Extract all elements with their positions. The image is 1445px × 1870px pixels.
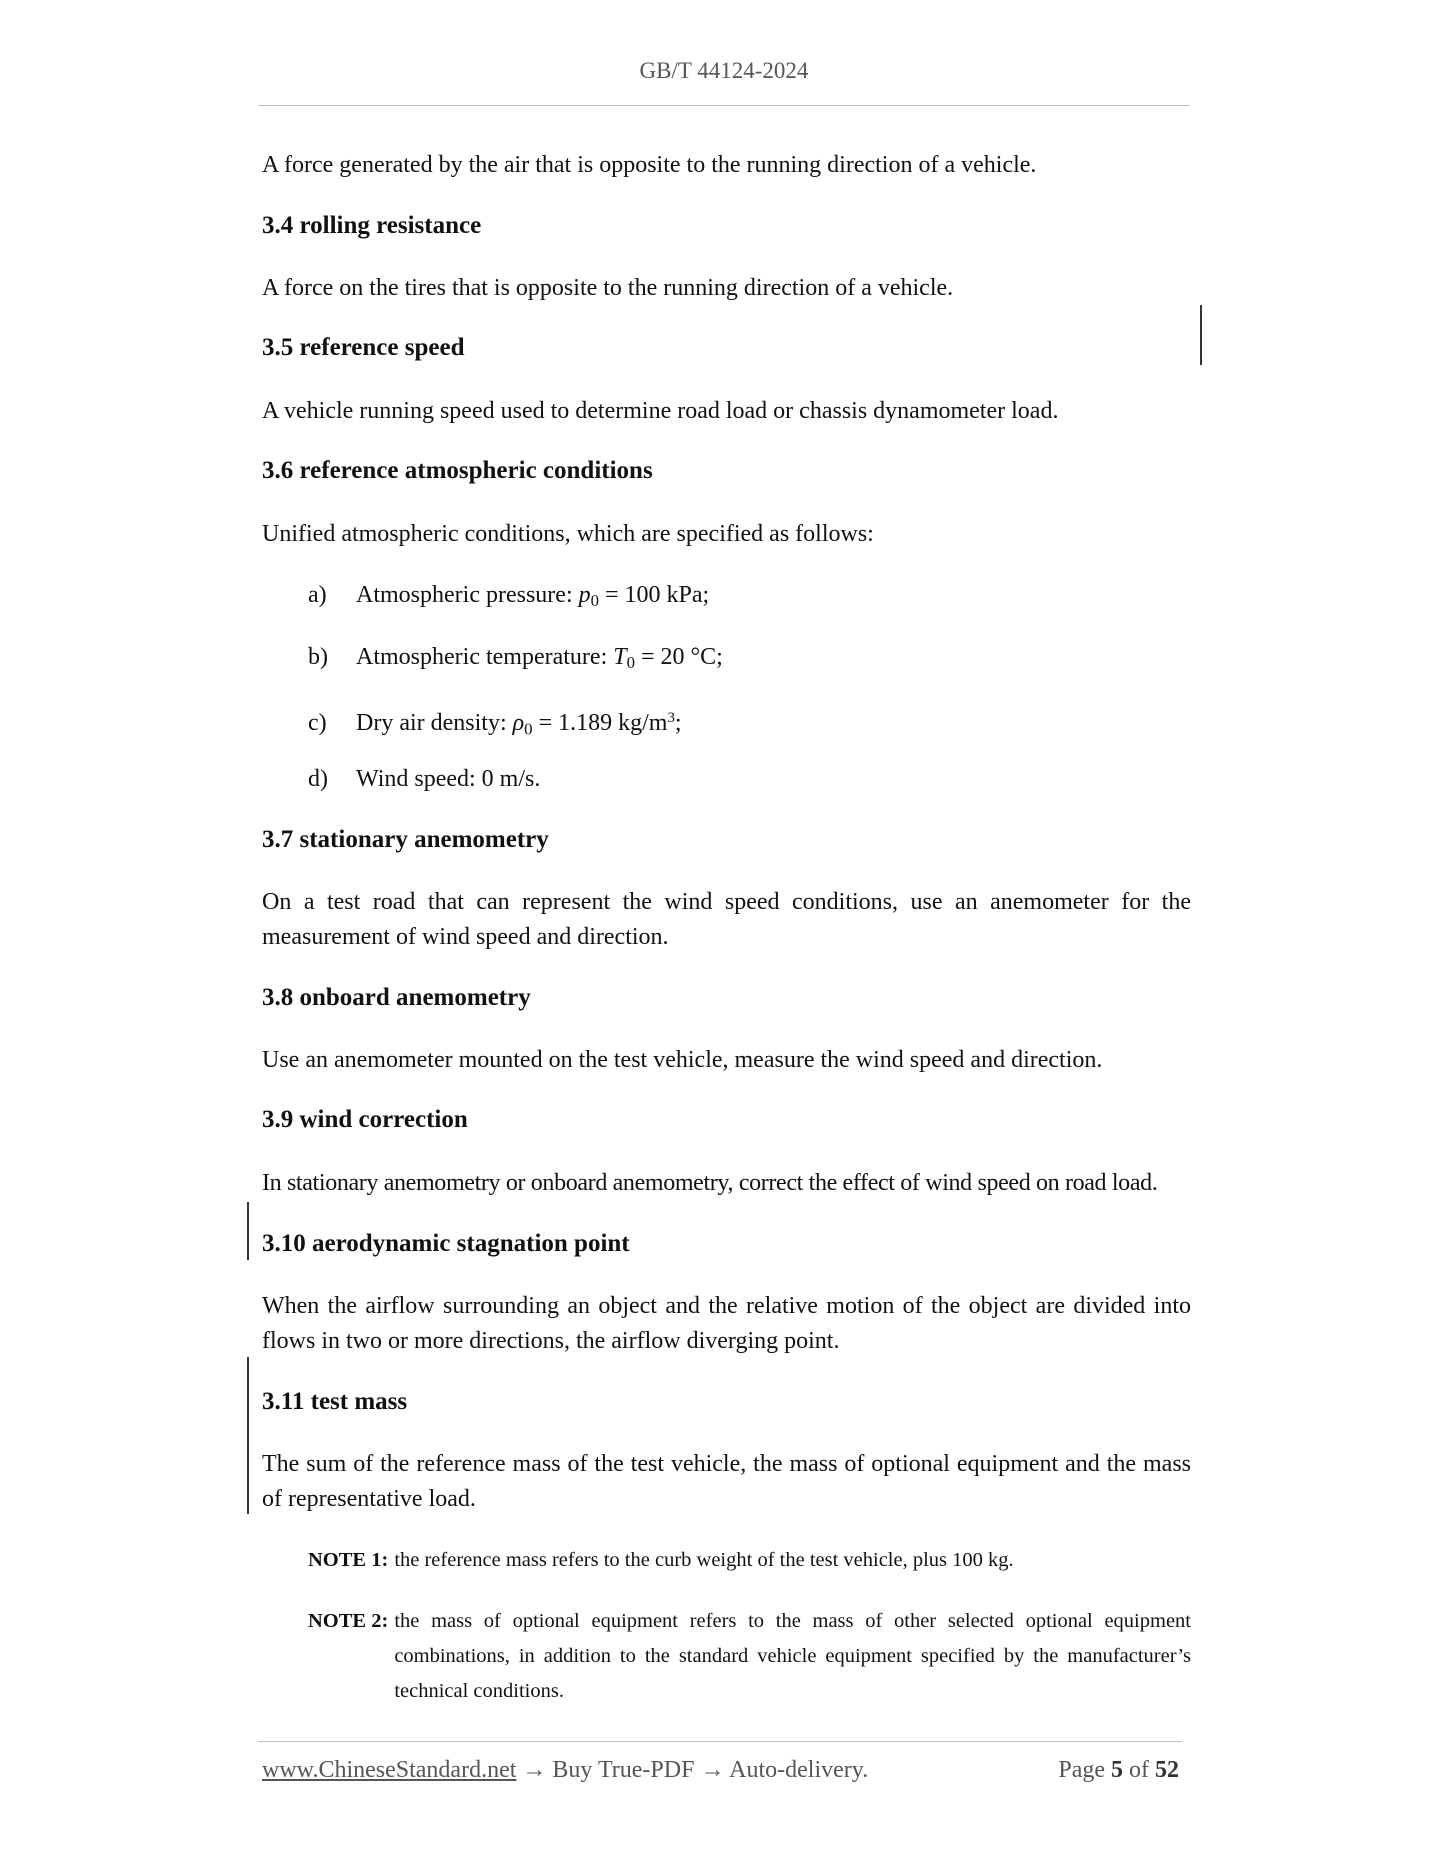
section-text-3-9: In stationary anemometry or onboard anemometry, correct the effect of wind speed on road load.	[262, 1170, 1158, 1196]
section-heading-3-4: 3.4 rolling resistance	[262, 212, 482, 239]
list-marker: d)	[308, 766, 328, 792]
revision-bar	[247, 1357, 249, 1514]
list-item-a: a) Atmospheric pressure: $p_0 = 100$ kPa;	[308, 579, 709, 617]
total-pages: 52	[1155, 1757, 1179, 1783]
section-text-3-4: A force on the tires that is opposite to the running direction of a vehicle.	[262, 275, 954, 301]
section-heading-3-6: 3.6 reference atmospheric conditions	[262, 457, 653, 484]
auto-delivery-text: Auto-delivery.	[729, 1757, 869, 1783]
list-marker: a)	[308, 582, 327, 608]
buy-pdf-link[interactable]: Buy True-PDF	[552, 1757, 695, 1783]
revision-bar	[247, 1202, 249, 1260]
footer-links	[262, 1757, 868, 1784]
section-text-3-5: A vehicle running speed used to determine road load or chassis dynamometer load.	[262, 398, 1059, 424]
list-item-b: b) Atmospheric temperature: $T_0 = 20$ °C;	[308, 641, 723, 679]
list-marker: c)	[308, 710, 327, 737]
section-text-3-7: On a test road that can represent the wind speed conditions, use an anemometer for the measurement of wind speed and direction.	[262, 889, 1191, 950]
note-label: NOTE 2:	[308, 1610, 389, 1632]
header-rule	[258, 105, 1190, 106]
revision-bar	[1200, 305, 1202, 365]
list-item-c: c) Dry air density: $\rho_0 = 1.189$ $kg/m^3$;	[308, 702, 682, 745]
section-text-3-10: When the airflow surrounding an object and the relative motion of the object are divided into flows in two or more directions, the airflow diverging point.	[262, 1293, 1191, 1354]
footer-rule	[258, 1741, 1182, 1742]
note-2	[308, 1604, 1191, 1709]
section-heading-3-8: 3.8 onboard anemometry	[262, 984, 531, 1011]
section-text-3-11: The sum of the reference mass of the test vehicle, the mass of optional equipment and the mass of representative load.	[262, 1451, 1191, 1512]
note-1	[308, 1543, 1191, 1578]
current-page: 5	[1111, 1757, 1123, 1783]
document-header: GB/T 44124-2024	[639, 58, 809, 83]
section-text-3-6: Unified atmospheric conditions, which are specified as follows:	[262, 521, 874, 547]
section-heading-3-10: 3.10 aerodynamic stagnation point	[262, 1230, 630, 1257]
list-item-d: d) Wind speed: 0 m/s.	[308, 763, 540, 795]
list-marker: b)	[308, 644, 328, 670]
page-number: Page 5 of 52	[1058, 1757, 1179, 1783]
website-link[interactable]: www.ChineseStandard.net	[262, 1757, 517, 1783]
note-label: NOTE 1:	[308, 1549, 389, 1571]
intro-paragraph: A force generated by the air that is opposite to the running direction of a vehicle.	[262, 152, 1037, 178]
note-text: the mass of optional equipment refers to the mass of other selected optional equipment combinations, in addition to the standard vehicle equipment specified by the manufacturer’s technical conditions.	[394, 1610, 1191, 1702]
section-heading-3-5: 3.5 reference speed	[262, 334, 465, 361]
section-heading-3-9: 3.9 wind correction	[262, 1106, 468, 1133]
note-text: the reference mass refers to the curb weight of the test vehicle, plus 100 kg.	[394, 1549, 1014, 1571]
arrow-right-icon: →	[700, 1757, 725, 1783]
section-heading-3-7: 3.7 stationary anemometry	[262, 826, 549, 853]
section-heading-3-11: 3.11 test mass	[262, 1388, 408, 1415]
arrow-right-icon: →	[522, 1757, 547, 1783]
section-text-3-8: Use an anemometer mounted on the test vehicle, measure the wind speed and direction.	[262, 1047, 1103, 1073]
